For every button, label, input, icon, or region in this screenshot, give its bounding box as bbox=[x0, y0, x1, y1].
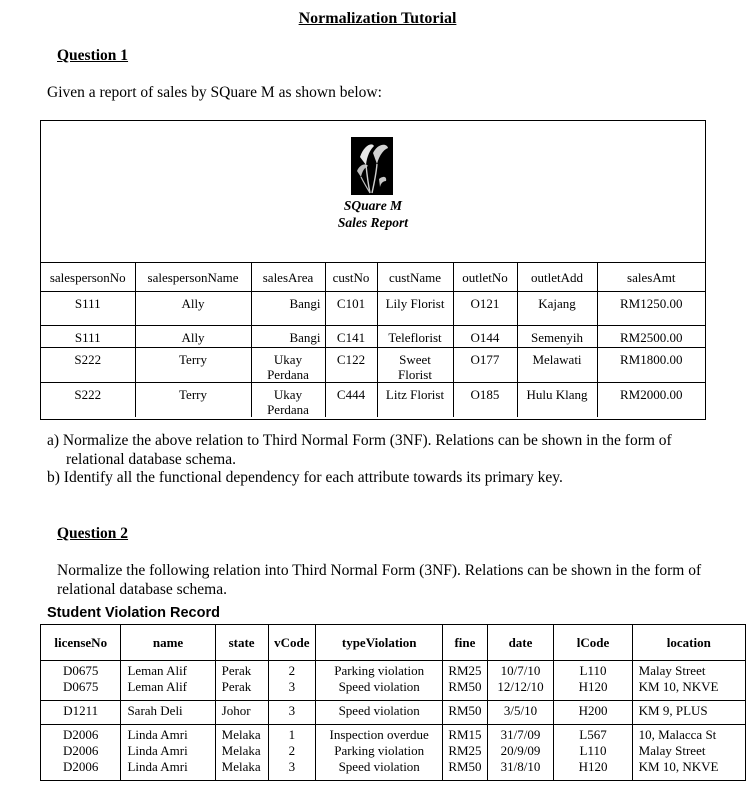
state: Melaka bbox=[221, 759, 261, 774]
outlet-add-cell: Melawati bbox=[517, 348, 597, 383]
header-cell: date bbox=[487, 625, 554, 661]
q1-item-a-line1: a) Normalize the above relation to Third Normal Form (3NF). Relations can be shown in the form of bbox=[47, 432, 672, 449]
student-name: Leman Alif bbox=[127, 679, 188, 694]
q1-item-b: b) Identify all the functional dependency for each attribute towards its primary key. bbox=[47, 469, 563, 486]
header-cell: outletNo bbox=[453, 263, 517, 292]
l-code: H120 bbox=[578, 759, 608, 774]
state: Perak bbox=[221, 679, 252, 694]
outlet-add-cell: Semenyih bbox=[517, 326, 597, 348]
salesperson-name-cell: Ally bbox=[135, 326, 251, 348]
l-code: H120 bbox=[578, 679, 608, 694]
salesperson-no-cell: S111 bbox=[41, 326, 135, 348]
v-code: 2 bbox=[288, 663, 296, 678]
v-code: 2 bbox=[288, 743, 296, 758]
sales-report-box bbox=[40, 120, 706, 420]
fine: RM50 bbox=[448, 759, 482, 774]
student-name: Linda Amri bbox=[127, 727, 188, 742]
v-code: 3 bbox=[288, 679, 296, 694]
license-no: D2006 bbox=[63, 759, 99, 774]
violation-group bbox=[41, 725, 746, 781]
outlet-no-cell: O144 bbox=[453, 326, 517, 348]
location: 10, Malacca St bbox=[638, 727, 717, 742]
cust-name-cell: Sweet Florist bbox=[377, 348, 453, 383]
v-code: 1 bbox=[288, 727, 296, 742]
outlet-add-cell: Hulu Klang bbox=[517, 383, 597, 418]
violation-table bbox=[40, 624, 746, 781]
header-cell: fine bbox=[443, 625, 487, 661]
question-1-intro: Given a report of sales by SQuare M as shown below: bbox=[47, 84, 382, 101]
type-violation: Speed violation bbox=[338, 759, 420, 774]
report-brand bbox=[41, 197, 705, 231]
state: Johor bbox=[221, 703, 251, 718]
state: Perak bbox=[221, 663, 252, 678]
type-violation: Parking violation bbox=[334, 743, 425, 758]
type-violation: Parking violation bbox=[334, 663, 425, 678]
header-cell: lCode bbox=[554, 625, 632, 661]
square-m-logo bbox=[351, 137, 393, 195]
license-no: D0675 bbox=[63, 663, 99, 678]
violation-table-title: Student Violation Record bbox=[47, 605, 220, 621]
student-name: Linda Amri bbox=[127, 759, 188, 774]
l-code: L567 bbox=[579, 727, 607, 742]
header-cell: licenseNo bbox=[41, 625, 121, 661]
date: 10/7/10 bbox=[500, 663, 541, 678]
location: Malay Street bbox=[638, 743, 706, 758]
date: 31/8/10 bbox=[500, 759, 541, 774]
q1-item-a-line2: relational database schema. bbox=[66, 451, 236, 468]
date: 20/9/09 bbox=[500, 743, 541, 758]
date: 3/5/10 bbox=[503, 703, 538, 718]
salesperson-name-cell: Terry bbox=[135, 348, 251, 383]
report-name: Sales Report bbox=[337, 215, 409, 230]
header-cell: salesAmt bbox=[597, 263, 705, 292]
date: 12/12/10 bbox=[497, 679, 544, 694]
sales-area-cell: Bangi bbox=[251, 326, 325, 348]
l-code: H200 bbox=[578, 703, 608, 718]
table-row bbox=[41, 326, 705, 348]
v-code: 3 bbox=[288, 703, 296, 718]
header-cell: custNo bbox=[325, 263, 377, 292]
header-cell: location bbox=[632, 625, 745, 661]
location: KM 9, PLUS bbox=[638, 703, 708, 718]
sales-area-cell: Bangi bbox=[251, 292, 325, 326]
cust-name-cell: Lily Florist bbox=[377, 292, 453, 326]
salesperson-no-cell: S222 bbox=[41, 383, 135, 418]
sales-header-row bbox=[41, 263, 705, 292]
sales-amt-cell: RM1250.00 bbox=[597, 292, 705, 326]
header-cell: custName bbox=[377, 263, 453, 292]
license-no: D2006 bbox=[63, 727, 99, 742]
page-title: Normalization Tutorial bbox=[298, 10, 457, 27]
q2-intro-line1: Normalize the following relation into Third Normal Form (3NF). Relations can be shown in the form of bbox=[57, 562, 702, 579]
header-cell: name bbox=[121, 625, 215, 661]
state: Melaka bbox=[221, 727, 261, 742]
cust-no-cell: C444 bbox=[325, 383, 377, 418]
fine: RM50 bbox=[448, 679, 482, 694]
question-1-heading: Question 1 bbox=[57, 47, 129, 64]
location: Malay Street bbox=[638, 663, 706, 678]
fine: RM25 bbox=[448, 663, 482, 678]
cust-no-cell: C141 bbox=[325, 326, 377, 348]
header-cell: salespersonName bbox=[135, 263, 251, 292]
calla-lily-icon bbox=[351, 137, 393, 195]
salesperson-no-cell: S111 bbox=[41, 292, 135, 326]
cust-no-cell: C101 bbox=[325, 292, 377, 326]
outlet-no-cell: O121 bbox=[453, 292, 517, 326]
type-violation: Speed violation bbox=[338, 703, 420, 718]
header-cell: salespersonNo bbox=[41, 263, 135, 292]
location: KM 10, NKVE bbox=[638, 759, 719, 774]
question-2-heading: Question 2 bbox=[57, 525, 129, 542]
fine: RM25 bbox=[448, 743, 482, 758]
sales-amt-cell: RM1800.00 bbox=[597, 348, 705, 383]
date: 31/7/09 bbox=[500, 727, 541, 742]
fine: RM50 bbox=[448, 703, 482, 718]
q2-intro-line2: relational database schema. bbox=[57, 581, 227, 598]
sales-table bbox=[41, 262, 705, 417]
violation-group bbox=[41, 661, 746, 701]
v-code: 3 bbox=[288, 759, 296, 774]
cust-no-cell: C122 bbox=[325, 348, 377, 383]
l-code: L110 bbox=[579, 743, 607, 758]
header-cell: vCode bbox=[268, 625, 316, 661]
outlet-no-cell: O177 bbox=[453, 348, 517, 383]
salesperson-name-cell: Terry bbox=[135, 383, 251, 418]
table-row bbox=[41, 348, 705, 383]
license-no: D1211 bbox=[63, 703, 99, 718]
cust-name-cell: Litz Florist bbox=[377, 383, 453, 418]
violation-header-row bbox=[41, 625, 746, 661]
salesperson-no-cell: S222 bbox=[41, 348, 135, 383]
header-cell: typeViolation bbox=[316, 625, 443, 661]
location: KM 10, NKVE bbox=[638, 679, 719, 694]
sales-area-cell: Ukay Perdana bbox=[251, 383, 325, 418]
outlet-add-cell: Kajang bbox=[517, 292, 597, 326]
brand-name: SQuare M bbox=[343, 198, 403, 213]
header-cell: state bbox=[215, 625, 268, 661]
sales-area-cell: Ukay Perdana bbox=[251, 348, 325, 383]
table-row bbox=[41, 383, 705, 418]
header-cell: salesArea bbox=[251, 263, 325, 292]
student-name: Leman Alif bbox=[127, 663, 188, 678]
header-cell: outletAdd bbox=[517, 263, 597, 292]
student-name: Sarah Deli bbox=[127, 703, 183, 718]
license-no: D0675 bbox=[63, 679, 99, 694]
cust-name-cell: Teleflorist bbox=[377, 326, 453, 348]
type-violation: Inspection overdue bbox=[329, 727, 429, 742]
violation-group bbox=[41, 701, 746, 725]
l-code: L110 bbox=[579, 663, 607, 678]
student-name: Linda Amri bbox=[127, 743, 188, 758]
state: Melaka bbox=[221, 743, 261, 758]
type-violation: Speed violation bbox=[338, 679, 420, 694]
sales-amt-cell: RM2500.00 bbox=[597, 326, 705, 348]
outlet-no-cell: O185 bbox=[453, 383, 517, 418]
fine: RM15 bbox=[448, 727, 482, 742]
license-no: D2006 bbox=[63, 743, 99, 758]
sales-amt-cell: RM2000.00 bbox=[597, 383, 705, 418]
table-row bbox=[41, 292, 705, 326]
salesperson-name-cell: Ally bbox=[135, 292, 251, 326]
